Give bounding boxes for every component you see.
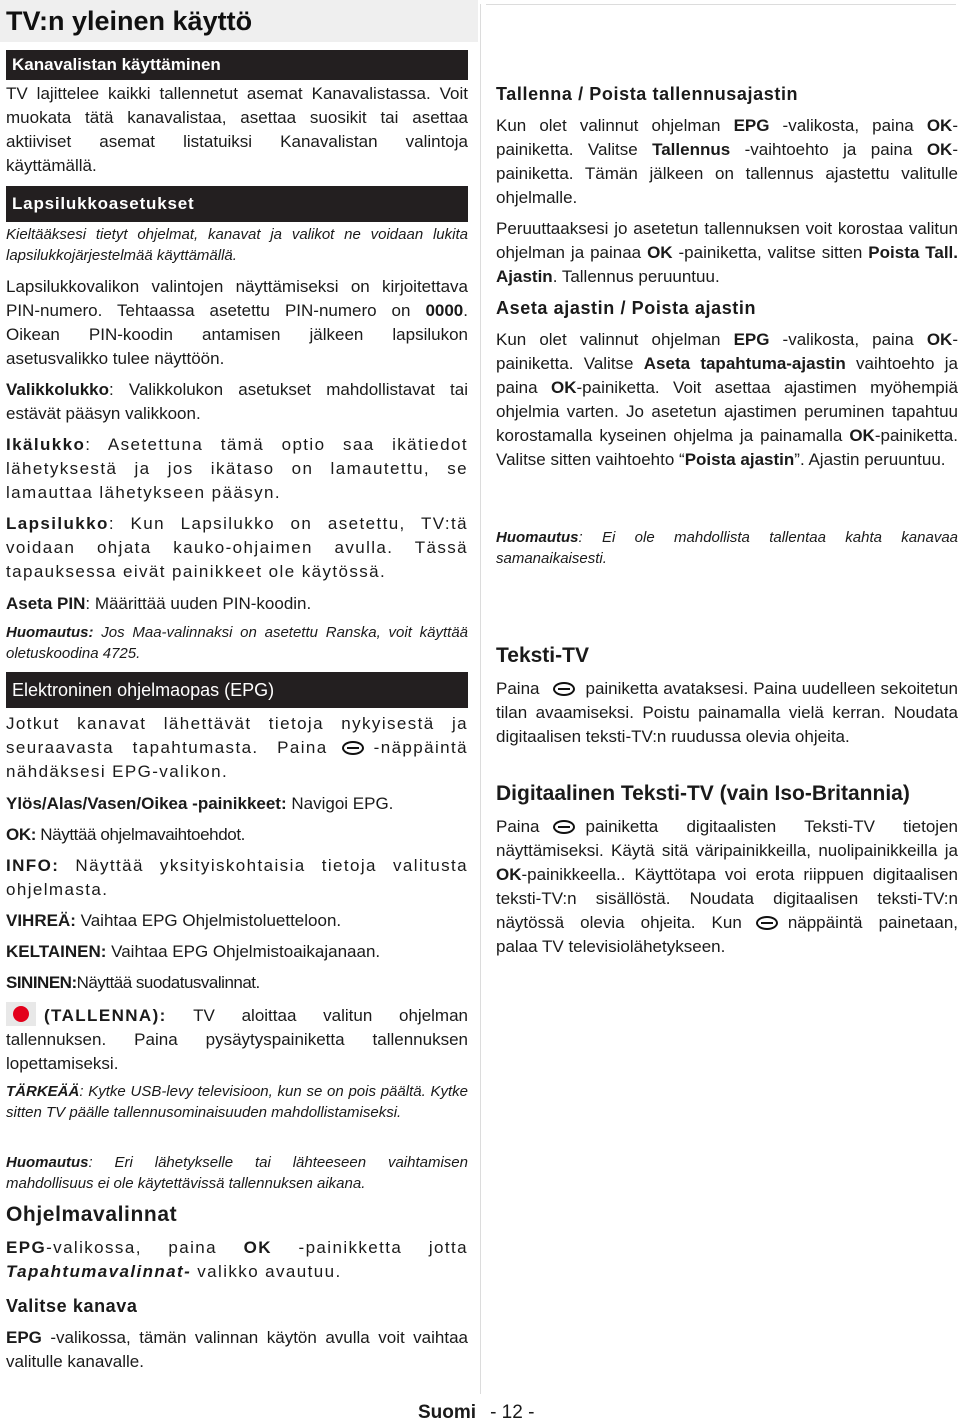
page-title: TV:n yleinen käyttö (6, 6, 253, 36)
heading-program-options: Ohjelmavalinnat (6, 1203, 178, 1226)
record-timer-text: Kun olet valinnut ohjelman EPG -valikosta, paina OK-painiketta. Valitse Tallennus -vaihtoehto ja paina OK-painiketta. Tämän jälkeen on tallennus ajastettu valitulle ohjelmalle. (496, 116, 958, 207)
teletext-text: Paina painiketta avataksesi. Paina uudelleen sekoitetun tilan avaamiseksi. Poistu painamalla vielä kerran. Noudata digitaalisen teksti-TV:n ruudussa olevia ohjeita. (496, 679, 958, 746)
heading-select-channel: Valitse kanava (6, 1296, 138, 1316)
heading-digital-teletext: Digitaalinen Teksti-TV (vain Iso-Britannia) (496, 782, 910, 805)
timer-note: Huomautus: Ei ole mahdollista tallentaa kahta kanavaa samanaikaisesti. (496, 529, 958, 567)
column-divider (480, 4, 481, 1394)
section-bar-epg: Elektroninen ohjelmaopas (EPG) (6, 672, 468, 708)
cancel-recording-text: Peruuttaaksesi jo asetetun tallennuksen voit korostaa valitun ohjelman ja painaa OK -painiketta, valitse sitten Poista Tall. Ajastin. Tallennus peruuntuu. (496, 219, 958, 286)
menu-lock-paragraph: Valikkolukko: Valikkolukon asetukset mahdollistavat tai estävät pääsyn valikkoon. (6, 380, 468, 423)
epg-ok: OK: Näyttää ohjelmavaihtoehdot. (6, 825, 245, 844)
epg-navigation: Ylös/Alas/Vasen/Oikea -painikkeet: Navigoi EPG. (6, 794, 394, 813)
heading-set-timer: Aseta ajastin / Poista ajastin (496, 298, 757, 318)
channel-list-text: TV lajittelee kaikki tallennetut asemat Kanavalistassa. Voit muokata tätä kanavalistaa, asettaa suosikit tai asettaa aktiiviset asemat listatuiksi Kanavalistan valintoja käyttämällä. (6, 84, 468, 175)
set-pin-paragraph: Aseta PIN: Määrittää uuden PIN-koodin. (6, 594, 312, 613)
maturity-lock-paragraph: Ikälukko: Asetettuna tämä optio saa ikätiedot lähetyksestä ja jos ikätaso on lamautettu, se lamauttaa lähetykseen pääsyn. (6, 435, 468, 502)
heading-record-timer: Tallenna / Poista tallennusajastin (496, 84, 799, 104)
teletext-button-icon (756, 916, 778, 930)
set-timer-text: Kun olet valinnut ohjelman EPG -valikosta, paina OK-painiketta. Valitse Aseta tapahtuma-ajastin vaihtoehto ja paina OK-painiketta. Voit asettaa ajastimen myöhempiä ohjelmia varten. Jo asetetun ajastimen peruminen tapahtuu korostamalla kyseinen ohjelma ja painamalla OK-painiketta. Valitse sitten vaihtoehto “Poista ajastin”. Ajastin peruuntuu. (496, 330, 958, 469)
note-france: Huomautus: Jos Maa-valinnaksi on asetettu Ranska, voit käyttää oletuskoodina 4725. (6, 624, 468, 662)
parental-intro: Kieltääksesi tietyt ohjelmat, kanavat ja valikot ne voidaan lukita lapsilukkojärjestelmää käyttämällä. (6, 226, 468, 264)
section-bar-channel-list: Kanavalistan käyttäminen (6, 50, 468, 80)
important-note: TÄRKEÄÄ: Kytke USB-levy televisioon, kun se on pois päältä. Kytke sitten TV päälle tallennusominaisuuden mahdollistamiseksi. (6, 1083, 468, 1121)
digital-teletext-text: Paina painiketta digitaalisten Teksti-TV tietojen näyttämiseksi. Käytä sitä väripainikkeilla, nuolipainikkeilla ja OK-painikkeella.. Käyttötapa voi erota riippuen digitaalisen teksti-TV:n sisällöstä. Noudata digitaalisen teksti-TV:n näytössä olevia ohjeita. Kun näppäintä painetaan, palaa TV televisiolähetykseen. (496, 817, 958, 956)
epg-record: (TALLENNA): TV aloittaa valitun ohjelman tallennuksen. Paina pysäytyspainiketta tallennuksen lopettamiseksi. (6, 1002, 468, 1076)
pin-paragraph: Lapsilukkovalikon valintojen näyttämiseksi on kirjoitettava PIN-numero. Tehtaassa asetettu PIN-numero on 0000. Oikean PIN-koodin antamisen jälkeen lapsilukon asetusvalikko tulee näyttöön. (6, 277, 468, 368)
child-lock-paragraph: Lapsilukko: Kun Lapsilukko on asetettu, TV:tä voidaan ohjata kauko-ohjaimen avulla. Tässä tapauksessa eivät painikkeet ole käytössä. (6, 514, 468, 581)
epg-intro: Jotkut kanavat lähettävät tietoja nykyisestä ja seuraavasta tapahtumasta. Paina -näppäintä nähdäksesi EPG-valikon. (6, 714, 468, 781)
heading-teletext: Teksti-TV (496, 644, 589, 667)
page-footer (418, 1402, 534, 1424)
top-rule (486, 4, 956, 5)
teletext-button-icon (553, 682, 575, 696)
footer-language: Suomi (418, 1402, 477, 1423)
epg-yellow: KELTAINEN: Vaihtaa EPG Ohjelmistoaikajanaan. (6, 942, 381, 961)
page-number: - 12 - (490, 1402, 535, 1423)
section-bar-parental: Lapsilukkoasetukset (6, 186, 468, 222)
select-channel-text: EPG -valikossa, tämän valinnan käytön avulla voit vaihtaa valitulle kanavalle. (6, 1328, 468, 1371)
epg-blue: SININEN:Näyttää suodatusvalinnat. (6, 973, 260, 992)
epg-green: VIHREÄ: Vaihtaa EPG Ohjelmistoluetteloon. (6, 911, 342, 930)
record-button-icon (6, 1002, 36, 1026)
guide-button-icon (342, 741, 364, 755)
program-options-text: EPG-valikossa, paina OK -painikketta jotta Tapahtumavalinnat- valikko avautuu. (6, 1238, 468, 1281)
recording-note: Huomautus: Eri lähetykselle tai lähteeseen vaihtamisen mahdollisuus ei ole käytettävissä tallennuksen aikana. (6, 1154, 468, 1192)
teletext-button-icon (553, 820, 575, 834)
epg-info: INFO: Näyttää yksityiskohtaisia tietoja valitusta ohjelmasta. (6, 856, 468, 899)
title-bar (0, 0, 478, 44)
